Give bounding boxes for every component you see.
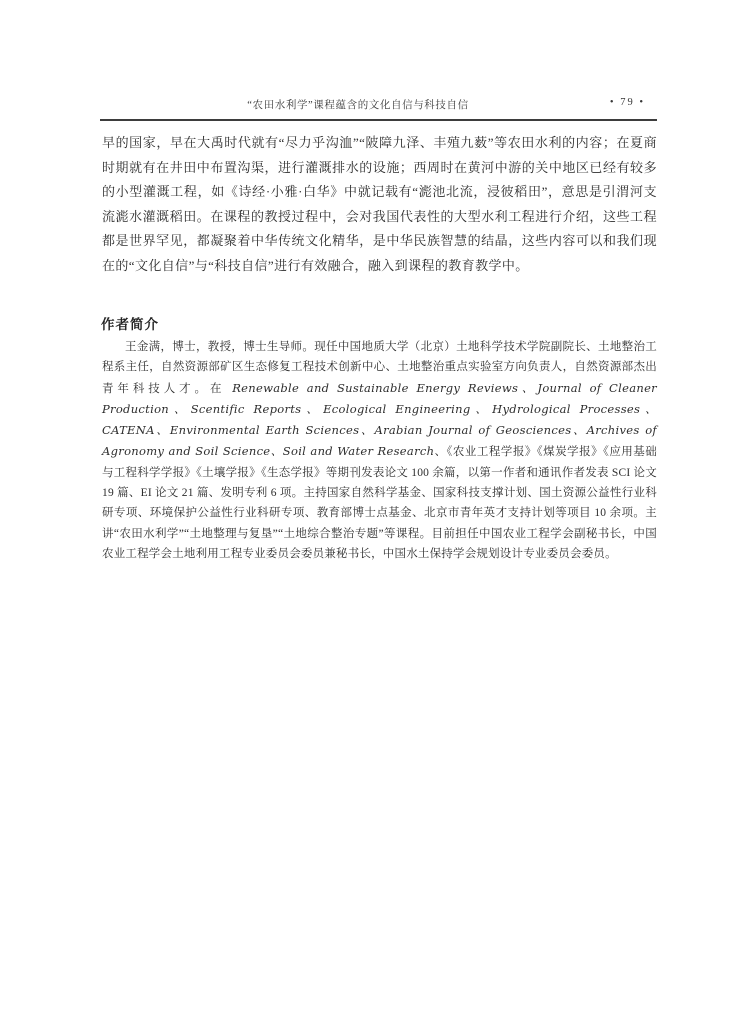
bio-segment-english: Renewable and Sustainable Energy Reviews、Journal of Cleaner Production、Scentific Reports、Ecological Engineering、Hydrological Processes、CATENA、Environmental Earth Sciences、Arabian Journal of Geosciences、Archives of Agronomy and Soil Science、Soil and Water Research [102, 380, 657, 459]
running-title: “农田水利学”课程蕴含的文化自信与科技自信 [247, 100, 469, 111]
bio-segment-chinese: 王金满，博士，教授，博士生导师。现任中国地质大学（北京）土地科学技术学院副院长、土地整治工程系主任，自然资源部矿区生态修复工程技术创新中心、土地整治重点实验室方向负责人，自然资源部杰出青年科技人才。在 [102, 341, 657, 395]
author-bio-paragraph [102, 337, 657, 564]
header-rule [100, 119, 657, 121]
page-header [101, 97, 657, 112]
body-continued-paragraph: 早的国家，早在大禹时代就有“尽力乎沟洫”“陂障九泽、丰殖九薮”等农田水利的内容；在夏商时期就有在井田中布置沟渠，进行灌溉排水的设施；西周时在黄河中游的关中地区已经有较多的小型灌溉工程，如《诗经·小雅·白华》中就记载有“滮池北流，浸彼稻田”，意思是引渭河支流滮水灌溉稻田。在课程的教授过程中，会对我国代表性的大型水利工程进行介绍，这些工程都是世界罕见，都凝聚着中华传统文化精华，是中华民族智慧的结晶，这些内容可以和我们现在的“文化自信”与“科技自信”进行有效融合，融入到课程的教育教学中。 [102, 135, 657, 273]
bio-segment-chinese: 、《农业工程学报》《煤炭学报》《应用基础与工程科学学报》《土壤学报》《生态学报》等期刊发表论文 100 余篇，以第一作者和通讯作者发表 SCI 论文 19 篇、EI 论文 21 篇、发明专利 6 项。主持国家自然科学基金、国家科技支撑计划、国土资源公益性行业科研专项、环境保护公益性行业科研专项、教育部博士点基金、北京市青年英才支持计划等项目 10 余项。主讲“农田水利学”“土地整理与复垦”“土地综合整治专题”等课程。目前担任中国农业工程学会副秘书长，中国农业工程学会土地利用工程专业委员会委员兼秘书长，中国水土保持学会规划设计专业委员会委员。 [102, 446, 658, 560]
author-bio-heading: 作者简介 [101, 317, 159, 332]
page-number: • 79 • [609, 97, 645, 108]
